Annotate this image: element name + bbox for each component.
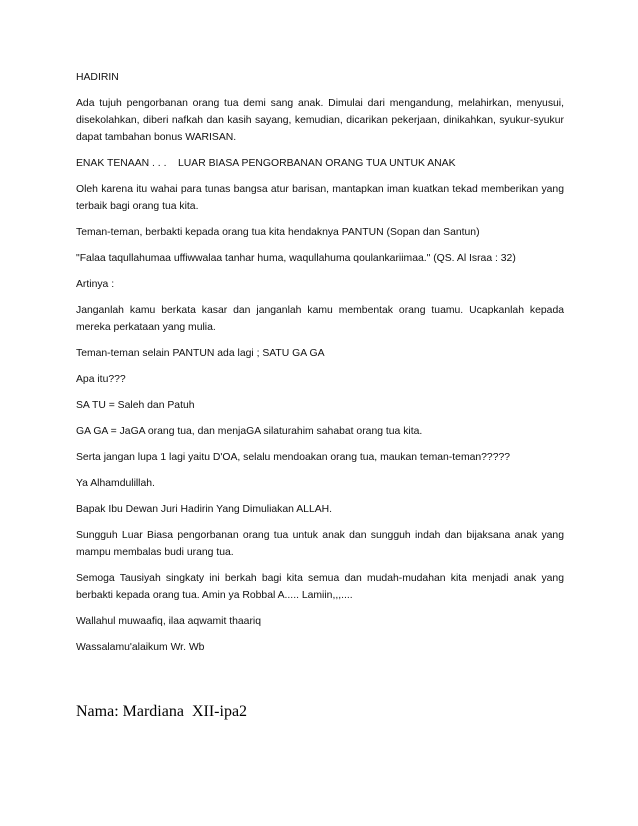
paragraph-artinya: Artinya : (76, 279, 115, 290)
paragraph-luar-biasa: Sungguh Luar Biasa pengorbanan orang tua untuk anak dan sungguh indah dan bijaksana anak yang mampu membalas budi urang tua. (76, 530, 564, 558)
paragraph-semoga: Semoga Tausiyah singkaty ini berkah bagi kita semua dan mudah-mudahan kita menjadi anak yang berbakti kepada orang tua. Amin ya Robbal A..... Lamiin,,,.... (76, 573, 564, 601)
paragraph-apa-itu: Apa itu??? (76, 374, 126, 385)
paragraph-dewan-juri: Bapak Ibu Dewan Juri Hadirin Yang Dimuliakan ALLAH. (76, 504, 333, 515)
author-signature-line: Nama: Mardiana XII-ipa2 (76, 703, 248, 720)
paragraph-wallahul: Wallahul muwaafiq, ilaa aqwamit thaariq (76, 616, 262, 627)
paragraph-gaga-definition: GA GA = JaGA orang tua, dan menjaGA silaturahim sahabat orang tua kita. (76, 426, 423, 437)
paragraph-satu-definition: SA TU = Saleh dan Patuh (76, 400, 195, 411)
speech-body (76, 69, 564, 665)
greeting-heading: HADIRIN (76, 72, 119, 83)
paragraph-tunas-bangsa: Oleh karena itu wahai para tunas bangsa atur barisan, mantapkan iman kuatkan tekad memberikan yang terbaik bagi orang tua kita. (76, 184, 564, 212)
paragraph-translation: Janganlah kamu berkata kasar dan janganlah kamu membentak orang tuamu. Ucapkanlah kepada mereka perkataan yang mulia. (76, 305, 564, 333)
paragraph-enak-tenaan: ENAK TENAAN . . . LUAR BIASA PENGORBANAN ORANG TUA UNTUK ANAK (76, 158, 456, 169)
paragraph-satu-gaga: Teman-teman selain PANTUN ada lagi ; SATU GA GA (76, 348, 325, 359)
paragraph-pantun: Teman-teman, berbakti kepada orang tua kita hendaknya PANTUN (Sopan dan Santun) (76, 227, 480, 238)
paragraph-seven-sacrifices: Ada tujuh pengorbanan orang tua demi sang anak. Dimulai dari mengandung, melahirkan, menyusui, disekolahkan, diberi nafkah dan kasih sayang, kemudian, dicarikan pekerjaan, dinikahkan, syukur-syukur dapat tambahan bonus WARISAN. (76, 98, 564, 143)
paragraph-closing-salam: Wassalamu'alaikum Wr. Wb (76, 642, 205, 653)
paragraph-alhamdulillah: Ya Alhamdulillah. (76, 478, 155, 489)
paragraph-doa: Serta jangan lupa 1 lagi yaitu D'OA, selalu mendoakan orang tua, maukan teman-teman????? (76, 452, 511, 463)
paragraph-quran-verse: "Falaa taqullahumaa uffiwwalaa tanhar huma, waqullahuma qoulankariimaa." (QS. Al Israa : 32) (76, 253, 516, 264)
